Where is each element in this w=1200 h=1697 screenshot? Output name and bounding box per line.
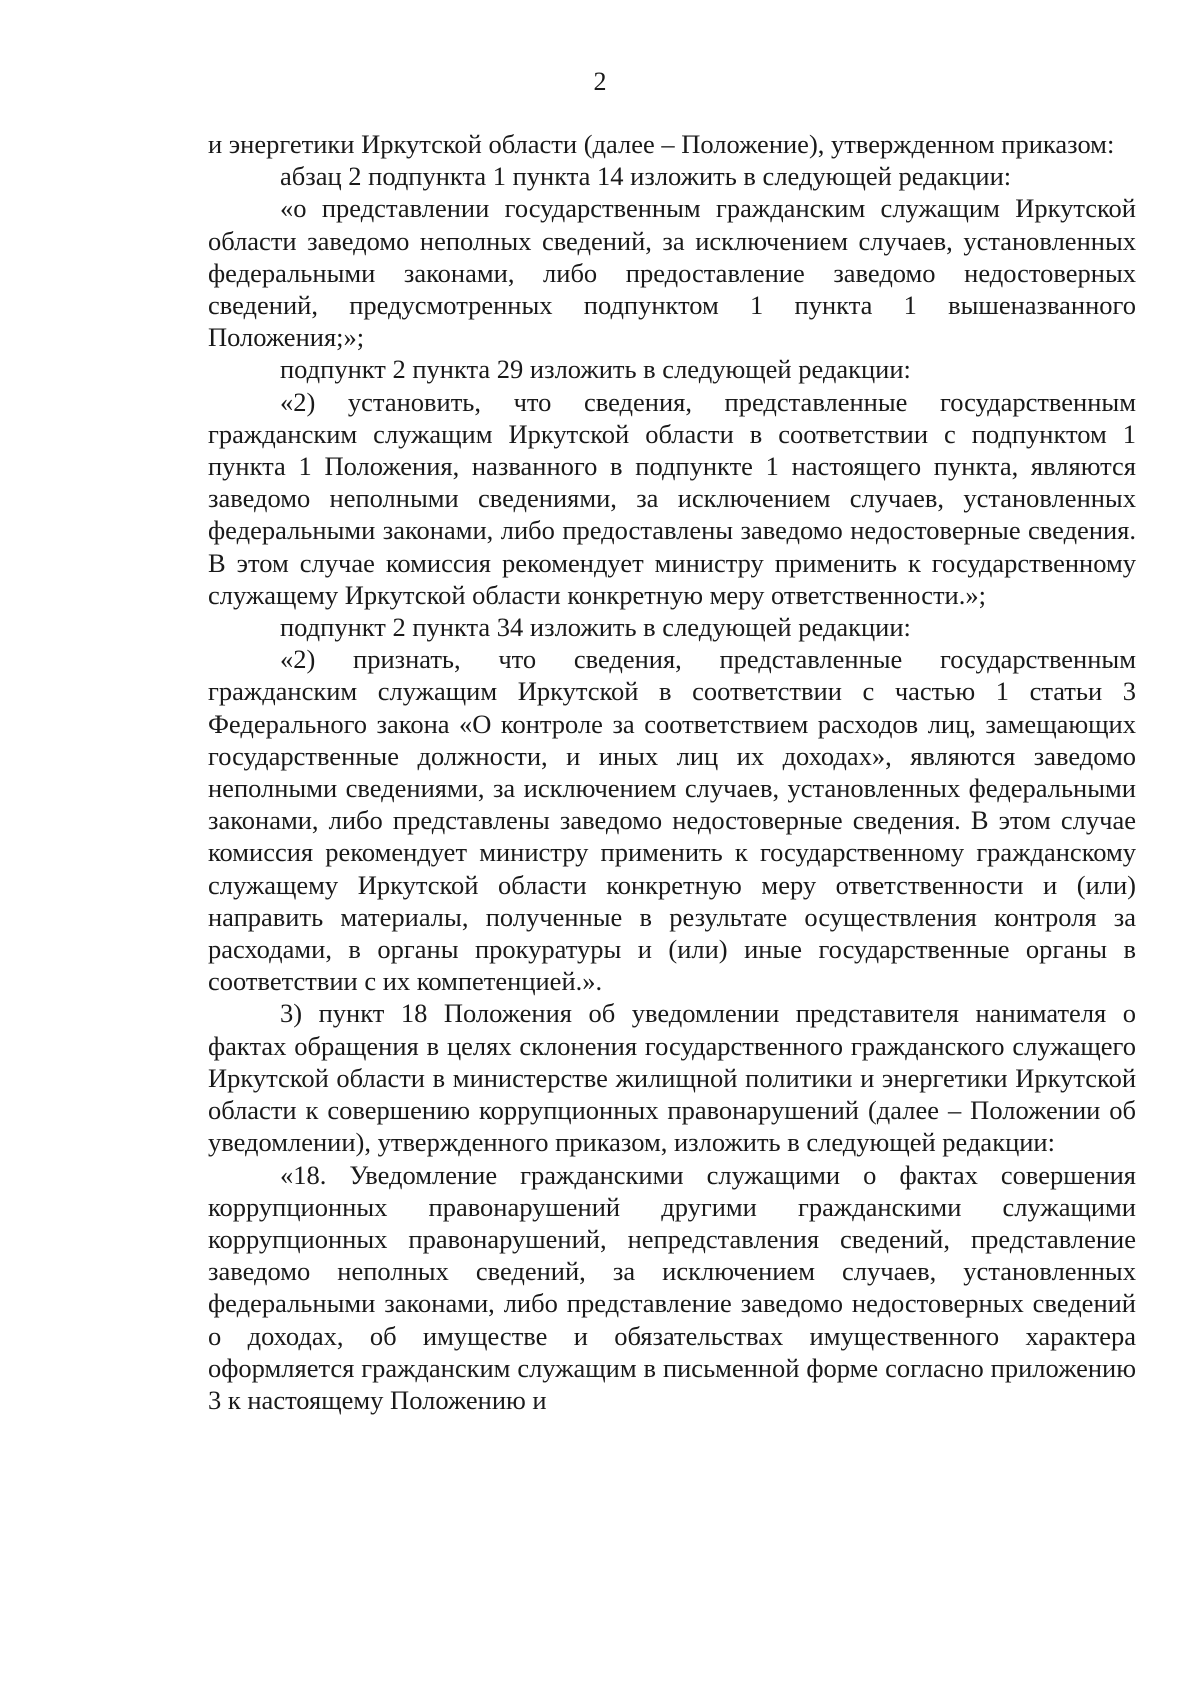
paragraph-amendment-intro-29: подпункт 2 пункта 29 изложить в следующей редакции: xyxy=(280,354,911,385)
page-number: 2 xyxy=(593,67,607,96)
paragraph-amendment-text-29: «2) установить, что сведения, представленные государственным гражданским служащим Иркутской области в соответствии с подпунктом 1 пункта 1 Положения, названного в подпункте 1 настоящего пункта, являются заведомо неполными сведениями, за исключением случаев, установленных федеральными законами, либо предоставлены заведомо недостоверные сведения. В этом случае комиссия рекомендует министру применить к государственному служащему Иркутской области конкретную меру ответственности.»; xyxy=(208,386,1136,610)
paragraph-amendment-intro-14: абзац 2 подпункта 1 пункта 14 изложить в следующей редакции: xyxy=(280,161,1012,192)
document-body xyxy=(208,128,1136,1416)
paragraph-amendment-text-14: «о представлении государственным гражданским служащим Иркутской области заведомо неполных сведений, за исключением случаев, установленных федеральными законами, либо предоставление заведомо недостоверных сведений, предусмотренных подпунктом 1 пункта 1 вышеназванного Положения;»; xyxy=(208,193,1136,353)
paragraph-amendment-text-18: «18. Уведомление гражданскими служащими о фактах совершения коррупционных правонарушений другими гражданскими служащими коррупционных правонарушений, непредставления сведений, представление заведомо неполных сведений, за исключением случаев, установленных федеральными законами, либо представление заведомо недостоверных сведений о доходах, об имуществе и обязательствах имущественного характера оформляется гражданским служащим в письменной форме согласно приложению 3 к настоящему Положению и xyxy=(208,1159,1136,1415)
paragraph-amendment-text-34: «2) признать, что сведения, представленные государственным гражданским служащим Иркутской в соответствии с частью 1 статьи 3 Федерального закона «О контроле за соответствием расходов лиц, замещающих государственные должности, и иных лиц их доходах», являются заведомо неполными сведениями, за исключением случаев, установленных федеральными законами, либо представлены заведомо недостоверные сведения. В этом случае комиссия рекомендует министру применить к государственному гражданскому служащему Иркутской области конкретную меру ответственности и (или) направить материалы, полученные в результате осуществления контроля за расходами, в органы прокуратуры и (или) иные государственные органы в соответствии с их компетенцией.». xyxy=(208,644,1136,997)
paragraph-amendment-intro-34: подпункт 2 пункта 34 изложить в следующей редакции: xyxy=(280,612,911,643)
paragraph-continuation: и энергетики Иркутской области (далее – Положение), утвержденном приказом: xyxy=(208,129,1115,159)
paragraph-item-3: 3) пункт 18 Положения об уведомлении представителя нанимателя о фактах обращения в целях склонения государственного гражданского служащего Иркутской области в министерстве жилищной политики и энергетики Иркутской области к совершению коррупционных правонарушений (далее – Положении об уведомлении), утвержденного приказом, изложить в следующей редакции: xyxy=(208,998,1136,1158)
